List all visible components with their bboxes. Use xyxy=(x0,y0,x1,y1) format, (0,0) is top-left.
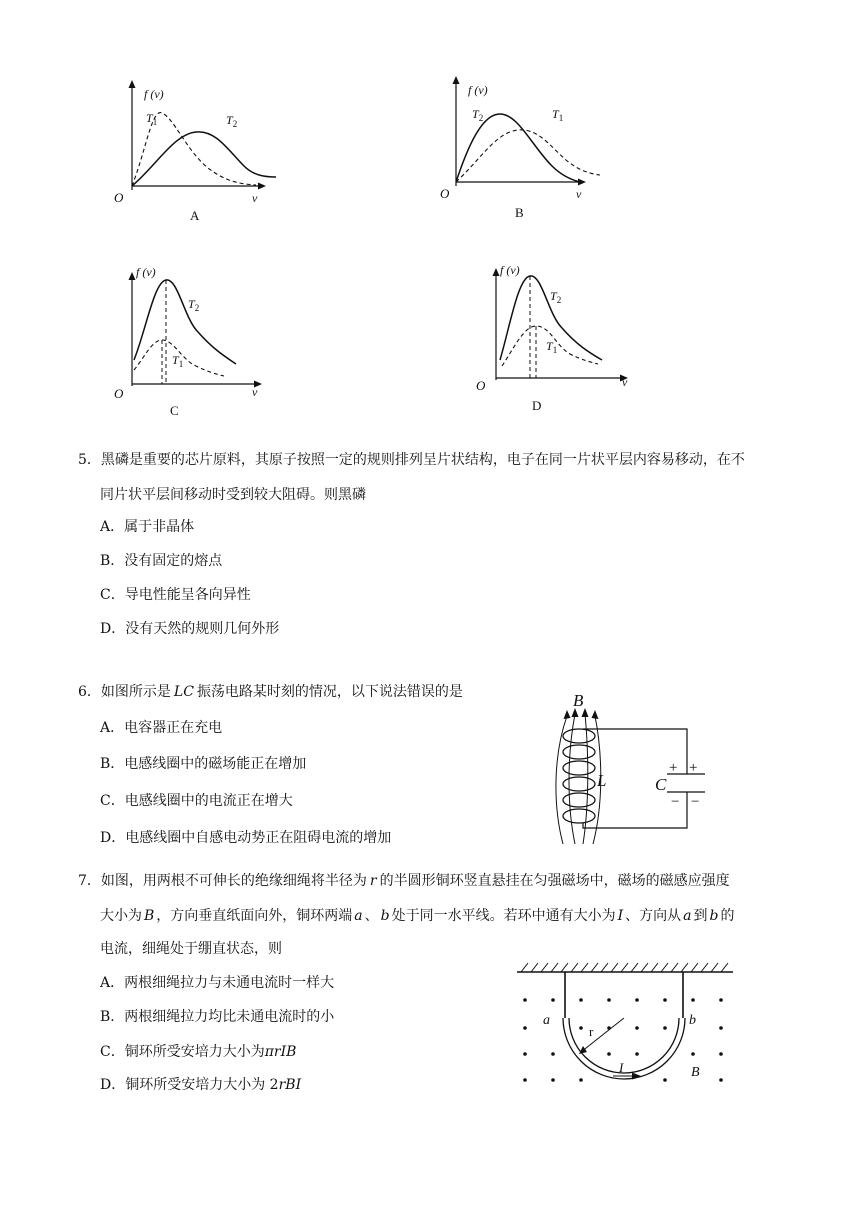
q7-var-b: b xyxy=(380,908,390,924)
q6-stem-pre: 如图所示是 xyxy=(100,684,171,700)
q7-line2 xyxy=(100,907,734,925)
q7-option-c[interactable] xyxy=(100,1043,296,1061)
lc-circuit-figure xyxy=(545,686,705,856)
origin-label: O xyxy=(114,190,124,205)
q7-var-a2: a xyxy=(683,908,692,924)
q7-text: 的 xyxy=(720,908,735,924)
q7-text: 大小为 xyxy=(100,908,142,924)
field-B-label: B xyxy=(691,1065,700,1080)
radius-line xyxy=(581,1018,624,1052)
axis-y-label: f (v) xyxy=(136,265,156,279)
radius-arrow-icon xyxy=(579,1046,587,1054)
q7-text: 处于同一水平线。若环中通有大小为 xyxy=(391,908,616,924)
q7-option-c-formula: πrIB xyxy=(264,1044,297,1060)
axis-y-label: f (v) xyxy=(144,87,164,101)
q7-number: 7． xyxy=(78,873,101,889)
graph-a xyxy=(116,80,276,210)
curve-t2-solid xyxy=(132,132,276,186)
graph-d-caption: D xyxy=(532,398,542,413)
ring-figure xyxy=(515,960,735,1090)
t1-label: $T_1$ xyxy=(172,353,184,369)
end-b-label: b xyxy=(689,1013,696,1028)
q6-option-d[interactable]: D．电感线圈中自感电动势正在阻碍电流的增加 xyxy=(100,830,392,846)
t1-label: $T_1$ xyxy=(146,111,158,127)
graph-a-caption: A xyxy=(190,208,200,223)
q6-option-a[interactable]: A．电容器正在充电 xyxy=(100,720,223,736)
inductor-label: L xyxy=(597,771,607,790)
q7-var-b2: b xyxy=(709,908,719,924)
q7-text: 的半圆形铜环竖直悬挂在匀强磁场中，磁场的磁感应强度 xyxy=(379,873,730,889)
graph-d xyxy=(476,262,640,393)
origin-label: O xyxy=(476,378,486,393)
t2-label: $T_2$ xyxy=(226,113,238,129)
minus-sign-left: − xyxy=(671,794,680,810)
plus-sign-right: + xyxy=(689,760,698,776)
graph-b xyxy=(440,76,610,206)
q7-line1 xyxy=(78,872,730,890)
q7-option-d[interactable] xyxy=(100,1076,301,1094)
q6-lc: LC xyxy=(173,684,194,700)
q5-option-b[interactable]: B．没有固定的熔点 xyxy=(100,553,223,569)
t1-label: $T_1$ xyxy=(552,107,564,123)
q5-stem-line1 xyxy=(78,451,745,469)
curve-t2-solid xyxy=(134,280,236,364)
q5-number: 5． xyxy=(78,452,101,468)
curve-t2-solid xyxy=(456,114,580,182)
q7-var-r: r xyxy=(369,873,377,889)
origin-label: O xyxy=(114,386,124,401)
axis-y-label: f (v) xyxy=(468,83,488,97)
q7-option-b[interactable]: B．两根细绳拉力均比未通电流时的小 xyxy=(100,1009,335,1025)
q7-option-d-formula: rBI xyxy=(278,1077,302,1093)
axis-x-label: v xyxy=(252,385,258,399)
magnetic-field-label: B xyxy=(573,691,584,710)
q7-var-a: a xyxy=(354,908,363,924)
plus-sign-left: + xyxy=(669,760,678,776)
t2-label: $T_2$ xyxy=(188,297,200,313)
radius-label: r xyxy=(589,1024,594,1039)
q7-text: ，方向垂直纸面向外，铜环两端 xyxy=(156,908,353,924)
q6-stem xyxy=(78,683,463,701)
graph-c-caption: C xyxy=(170,403,179,418)
q7-var-I: I xyxy=(617,908,624,924)
q5-option-d[interactable]: D．没有天然的规则几何外形 xyxy=(100,621,280,637)
q5-stem-line2: 同片状平层间移动时受到较大阻碍。则黑磷 xyxy=(100,487,366,503)
q7-text: 、 xyxy=(364,908,379,924)
q7-var-B: B xyxy=(144,908,155,924)
q5-stem-text: 黑磷是重要的芯片原料，其原子按照一定的规则排列呈片状结构，电子在同一片状平层内容易移动，在不 xyxy=(100,452,745,468)
axis-x-label: v xyxy=(576,187,582,201)
curve-t1-dashed xyxy=(456,130,600,182)
graph-b-caption: B xyxy=(515,205,524,220)
q6-option-b[interactable]: B．电感线圈中的磁场能正在增加 xyxy=(100,756,307,772)
q5-option-a[interactable]: A．属于非晶体 xyxy=(100,519,195,535)
q7-text: 如图，用两根不可伸长的绝缘细绳将半径为 xyxy=(100,873,367,889)
q7-text: 到 xyxy=(693,908,708,924)
q7-option-d-text: D．铜环所受安培力大小为 2 xyxy=(100,1077,279,1093)
q7-option-a[interactable]: A．两根细绳拉力与未通电流时一样大 xyxy=(100,975,335,991)
q5-option-c[interactable]: C．导电性能呈各向异性 xyxy=(100,587,251,603)
graph-c xyxy=(114,265,276,401)
inductor-coil xyxy=(563,729,595,823)
origin-label: O xyxy=(440,186,450,201)
minus-sign-right: − xyxy=(691,794,700,810)
q7-text: 、方向从 xyxy=(625,908,682,924)
q6-option-c[interactable]: C．电感线圈中的电流正在增大 xyxy=(100,793,293,809)
t2-label: $T_2$ xyxy=(472,107,484,123)
current-label: I xyxy=(619,1060,624,1075)
axis-x-label: v xyxy=(622,375,628,389)
end-a-label: a xyxy=(543,1013,550,1028)
t1-label: $T_1$ xyxy=(546,339,558,355)
q7-option-c-text: C．铜环所受安培力大小为 xyxy=(100,1044,265,1060)
capacitor-label: C xyxy=(655,775,667,794)
q7-line3: 电流，细绳处于绷直状态，则 xyxy=(100,941,282,957)
axis-x-label: v xyxy=(252,191,258,205)
q6-stem-post: 振荡电路某时刻的情况，以下说法错误的是 xyxy=(196,684,463,700)
t2-label: $T_2$ xyxy=(550,289,562,305)
axis-y-label: f (v) xyxy=(500,263,520,277)
q6-number: 6． xyxy=(78,684,101,700)
ceiling-hatching xyxy=(521,963,728,972)
